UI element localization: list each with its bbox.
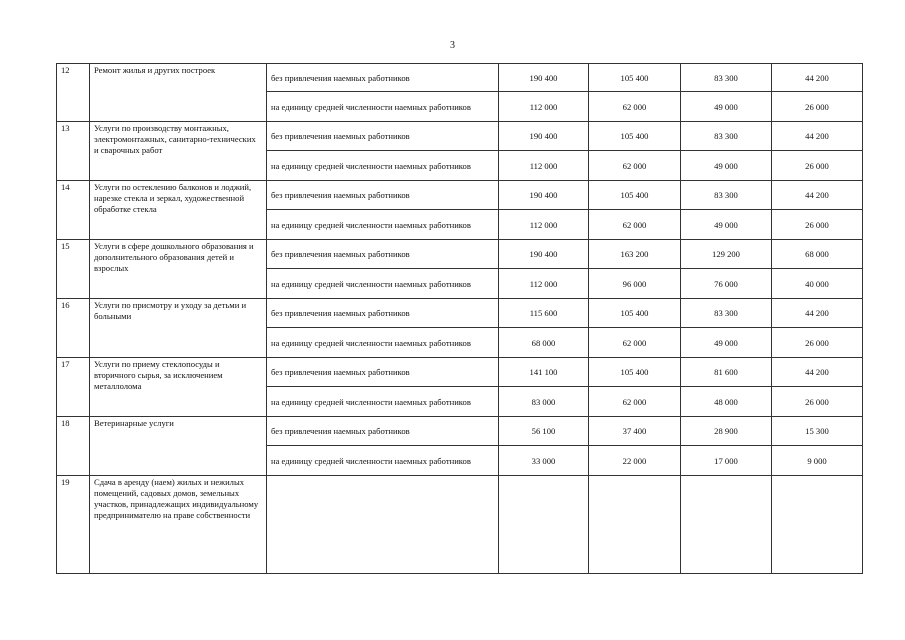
value-cell: 105 400 — [589, 64, 681, 92]
value-cell: 26 000 — [772, 92, 863, 122]
value-cell: 26 000 — [772, 328, 863, 358]
value-cell: 163 200 — [589, 240, 681, 269]
value-cell: 49 000 — [681, 151, 772, 181]
value-cell: 83 300 — [681, 181, 772, 210]
condition-cell: без привлечения наемных работников — [267, 240, 499, 269]
value-cell: 49 000 — [681, 92, 772, 122]
condition-cell: без привлечения наемных работников — [267, 299, 499, 328]
service-name: Услуги по остеклению балконов и лоджий, нарезке стекла и зеркал, художественной обработке стекла — [90, 181, 267, 240]
condition-cell: без привлечения наемных работников — [267, 181, 499, 210]
value-cell: 56 100 — [499, 417, 589, 446]
value-cell: 190 400 — [499, 181, 589, 210]
table-row — [57, 476, 863, 574]
row-number: 17 — [57, 358, 90, 417]
empty-cell — [499, 476, 589, 574]
condition-cell: без привлечения наемных работников — [267, 122, 499, 151]
value-cell: 83 300 — [681, 299, 772, 328]
service-name: Услуги по производству монтажных, электромонтажных, санитарно-технических и сварочных работ — [90, 122, 267, 181]
value-cell: 112 000 — [499, 210, 589, 240]
condition-cell: без привлечения наемных работников — [267, 64, 499, 92]
value-cell: 81 600 — [681, 358, 772, 387]
condition-cell: на единицу средней численности наемных работников — [267, 328, 499, 358]
value-cell: 44 200 — [772, 64, 863, 92]
value-cell: 62 000 — [589, 387, 681, 417]
value-cell: 44 200 — [772, 358, 863, 387]
page-number: 3 — [450, 40, 455, 51]
service-name: Сдача в аренду (наем) жилых и нежилых помещений, садовых домов, земельных участков, принадлежащих индивидуальному предпринимателю на праве собственности — [90, 476, 267, 574]
value-cell: 190 400 — [499, 122, 589, 151]
table-row — [57, 299, 863, 328]
value-cell: 15 300 — [772, 417, 863, 446]
row-number: 15 — [57, 240, 90, 299]
value-cell: 190 400 — [499, 240, 589, 269]
condition-cell: без привлечения наемных работников — [267, 417, 499, 446]
value-cell: 44 200 — [772, 299, 863, 328]
value-cell: 33 000 — [499, 446, 589, 476]
row-number: 18 — [57, 417, 90, 476]
condition-cell: на единицу средней численности наемных работников — [267, 387, 499, 417]
value-cell: 49 000 — [681, 210, 772, 240]
value-cell: 96 000 — [589, 269, 681, 299]
value-cell: 26 000 — [772, 387, 863, 417]
value-cell: 26 000 — [772, 210, 863, 240]
service-name: Услуги в сфере дошкольного образования и дополнительного образования детей и взрослых — [90, 240, 267, 299]
value-cell: 129 200 — [681, 240, 772, 269]
table-row — [57, 122, 863, 151]
value-cell: 62 000 — [589, 328, 681, 358]
value-cell: 22 000 — [589, 446, 681, 476]
table-row — [57, 358, 863, 387]
value-cell: 62 000 — [589, 92, 681, 122]
value-cell: 44 200 — [772, 181, 863, 210]
row-number: 13 — [57, 122, 90, 181]
empty-cell — [589, 476, 681, 574]
value-cell: 112 000 — [499, 151, 589, 181]
value-cell: 40 000 — [772, 269, 863, 299]
table-row — [57, 417, 863, 446]
value-cell: 141 100 — [499, 358, 589, 387]
table-body — [57, 64, 863, 574]
value-cell: 9 000 — [772, 446, 863, 476]
row-number: 16 — [57, 299, 90, 358]
row-number: 12 — [57, 64, 90, 122]
value-cell: 62 000 — [589, 210, 681, 240]
value-cell: 83 300 — [681, 122, 772, 151]
value-cell: 105 400 — [589, 181, 681, 210]
service-name: Услуги по приему стеклопосуды и вторичного сырья, за исключением металлолома — [90, 358, 267, 417]
service-name: Ремонт жилья и других построек — [90, 64, 267, 122]
condition-cell: на единицу средней численности наемных работников — [267, 269, 499, 299]
value-cell: 115 600 — [499, 299, 589, 328]
value-cell: 68 000 — [772, 240, 863, 269]
value-cell: 44 200 — [772, 122, 863, 151]
value-cell: 26 000 — [772, 151, 863, 181]
condition-cell: на единицу средней численности наемных работников — [267, 151, 499, 181]
condition-cell: без привлечения наемных работников — [267, 358, 499, 387]
empty-cell — [772, 476, 863, 574]
value-cell: 76 000 — [681, 269, 772, 299]
value-cell: 112 000 — [499, 92, 589, 122]
value-cell: 105 400 — [589, 299, 681, 328]
value-cell: 49 000 — [681, 328, 772, 358]
value-cell: 83 000 — [499, 387, 589, 417]
row-number: 19 — [57, 476, 90, 574]
condition-cell: на единицу средней численности наемных работников — [267, 92, 499, 122]
table-row — [57, 240, 863, 269]
value-cell: 17 000 — [681, 446, 772, 476]
value-cell: 112 000 — [499, 269, 589, 299]
value-cell: 68 000 — [499, 328, 589, 358]
value-cell: 28 900 — [681, 417, 772, 446]
empty-cell — [681, 476, 772, 574]
value-cell: 37 400 — [589, 417, 681, 446]
row-number: 14 — [57, 181, 90, 240]
service-name: Услуги по присмотру и уходу за детьми и больными — [90, 299, 267, 358]
value-cell: 105 400 — [589, 358, 681, 387]
value-cell: 48 000 — [681, 387, 772, 417]
value-cell: 190 400 — [499, 64, 589, 92]
tax-rates-table — [56, 63, 863, 574]
table-row — [57, 64, 863, 92]
table-row — [57, 181, 863, 210]
value-cell: 62 000 — [589, 151, 681, 181]
service-name: Ветеринарные услуги — [90, 417, 267, 476]
empty-cell — [267, 476, 499, 574]
condition-cell: на единицу средней численности наемных работников — [267, 210, 499, 240]
value-cell: 105 400 — [589, 122, 681, 151]
condition-cell: на единицу средней численности наемных работников — [267, 446, 499, 476]
value-cell: 83 300 — [681, 64, 772, 92]
